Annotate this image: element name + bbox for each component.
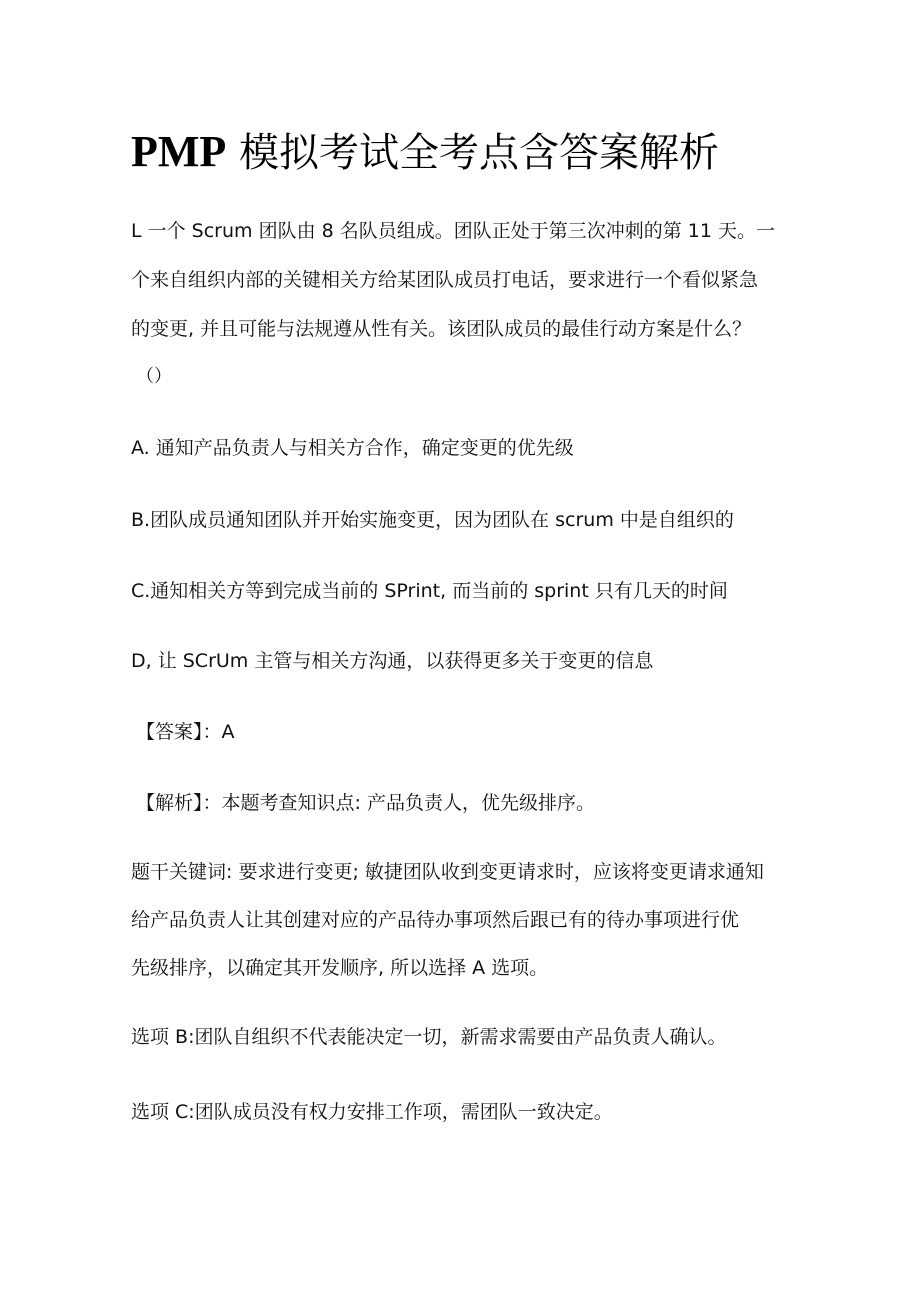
explanation-line-2: 给产品负责人让其创建对应的产品待办事项然后跟已有的待办事项进行优 (131, 909, 740, 931)
option-c-note: 选项 C:团队成员没有权力安排工作项，需团队一致决定。 (131, 1101, 613, 1123)
question-line-4: （） (136, 366, 172, 387)
option-c: C.通知相关方等到完成当前的 SPrint, 而当前的 sprint 只有几天的时间 (131, 580, 728, 602)
explanation-line-1: 题干关键词: 要求进行变更; 敏捷团队收到变更请求时，应该将变更请求通知 (131, 861, 764, 883)
analysis-line: 【解析】：本题考查知识点: 产品负责人，优先级排序。 (136, 792, 595, 814)
option-b: B.团队成员通知团队并开始实施变更，因为团队在 scrum 中是自组织的 (131, 509, 734, 531)
option-b-note: 选项 B:团队自组织不代表能决定一切，新需求需要由产品负责人确认。 (131, 1026, 727, 1048)
answer-line: 【答案】：A (136, 721, 235, 743)
question-line-2: 个来自组织内部的关键相关方给某团队成员打电话，要求进行一个看似紧急 (131, 269, 759, 291)
explanation-line-3: 先级排序，以确定其开发顺序, 所以选择 A 选项。 (131, 957, 549, 979)
title-latin: PMP (131, 127, 227, 176)
question-line-3: 的变更, 并且可能与法规遵从性有关。该团队成员的最佳行动方案是什么？ (131, 318, 752, 340)
document-title (131, 122, 719, 183)
option-d: D, 让 SCrUm 主管与相关方沟通，以获得更多关于变更的信息 (131, 650, 654, 672)
title-cjk: 模拟考试全考点含答案解析 (239, 130, 720, 176)
question-line-1: L 一个 Scrum 团队由 8 名队员组成。团队正处于第三次冲刺的第 11 天。一 (131, 220, 775, 242)
option-a: A. 通知产品负责人与相关方合作，确定变更的优先级 (131, 437, 574, 459)
